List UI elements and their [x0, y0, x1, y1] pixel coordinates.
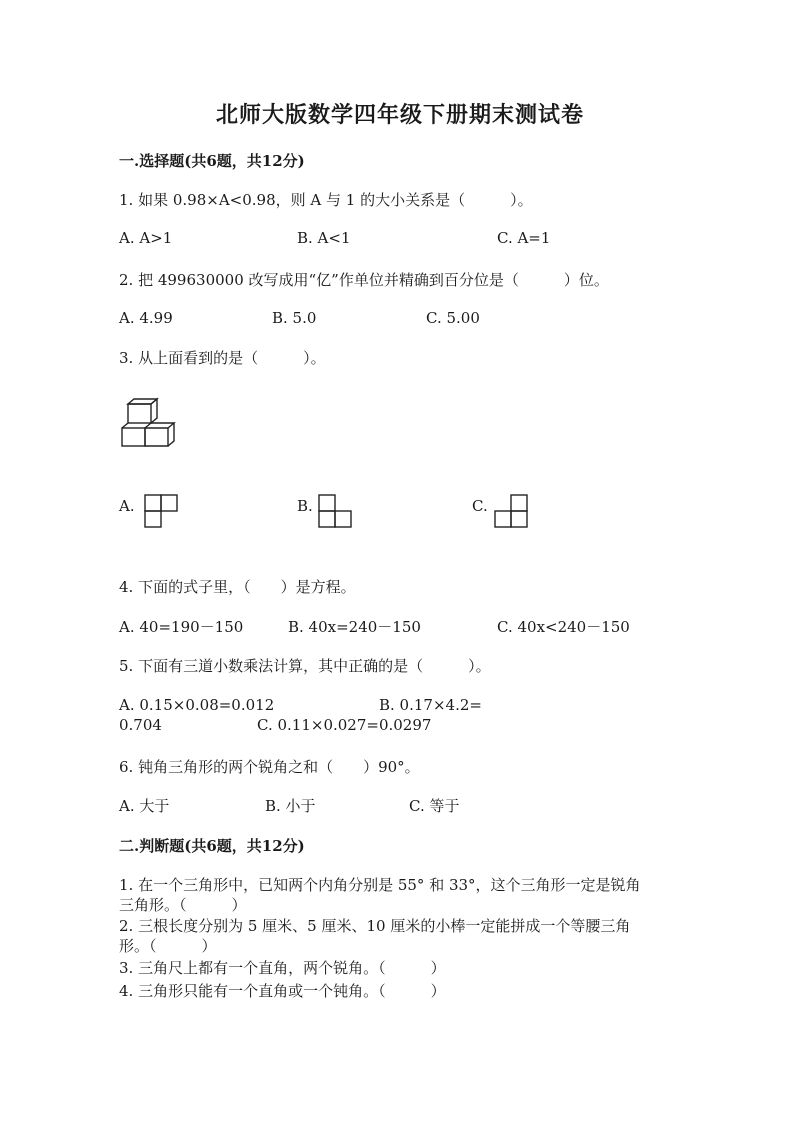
q3-option-b[interactable]: B. — [297, 497, 313, 515]
q2-option-a[interactable]: A. 4.99 — [119, 309, 173, 327]
question-5: 5. 下面有三道小数乘法计算，其中正确的是（ ）。 — [119, 657, 491, 675]
q1-option-c[interactable]: C. A=1 — [497, 229, 551, 247]
q1-option-a[interactable]: A. A>1 — [119, 229, 173, 247]
q6-option-a[interactable]: A. 大于 — [119, 797, 170, 815]
judgement-2-line-2: 形。（ ） — [119, 937, 217, 955]
q6-option-b[interactable]: B. 小于 — [265, 797, 316, 815]
q2-option-c[interactable]: C. 5.00 — [426, 309, 480, 327]
q3-option-c-grid-icon[interactable] — [494, 494, 528, 528]
q1-option-b[interactable]: B. A<1 — [297, 229, 351, 247]
section-heading-choice: 一.选择题(共6题，共12分) — [119, 152, 305, 170]
judgement-1-line-1: 1. 在一个三角形中，已知两个内角分别是 55° 和 33°，这个三角形一定是锐角 — [119, 876, 641, 894]
section-heading-judgement: 二.判断题(共6题，共12分) — [119, 837, 305, 855]
q4-option-c[interactable]: C. 40x<240－150 — [497, 618, 630, 636]
q4-option-a[interactable]: A. 40=190－150 — [119, 618, 244, 636]
cube-stack-figure — [118, 398, 182, 448]
q4-option-b[interactable]: B. 40x=240－150 — [288, 618, 421, 636]
q5-option-b-continued[interactable]: 0.704 — [119, 716, 162, 734]
question-2: 2. 把 499630000 改写成用“亿”作单位并精确到百分位是（ ）位。 — [119, 271, 609, 289]
question-6: 6. 钝角三角形的两个锐角之和（ ）90°。 — [119, 758, 420, 776]
q5-option-b[interactable]: B. 0.17×4.2= — [379, 696, 482, 714]
q2-option-b[interactable]: B. 5.0 — [272, 309, 317, 327]
judgement-2-line-1: 2. 三根长度分别为 5 厘米、5 厘米、10 厘米的小棒一定能拼成一个等腰三角 — [119, 917, 631, 935]
q3-option-c[interactable]: C. — [472, 497, 488, 515]
q6-option-c[interactable]: C. 等于 — [409, 797, 460, 815]
question-1: 1. 如果 0.98×A<0.98，则 A 与 1 的大小关系是（ ）。 — [119, 191, 533, 209]
page-title: 北师大版数学四年级下册期末测试卷 — [215, 102, 584, 128]
q5-option-a[interactable]: A. 0.15×0.08=0.012 — [119, 696, 275, 714]
q3-option-a-grid-icon[interactable] — [144, 494, 178, 528]
judgement-3: 3. 三角尺上都有一个直角，两个锐角。（ ） — [119, 959, 446, 977]
q3-option-a[interactable]: A. — [119, 497, 135, 515]
q3-option-b-grid-icon[interactable] — [318, 494, 352, 528]
question-3: 3. 从上面看到的是（ ）。 — [119, 349, 326, 367]
judgement-4: 4. 三角形只能有一个直角或一个钝角。（ ） — [119, 982, 446, 1000]
question-4: 4. 下面的式子里，（ ）是方程。 — [119, 578, 356, 596]
judgement-1-line-2: 三角形。（ ） — [119, 896, 247, 914]
q5-option-c[interactable]: C. 0.11×0.027=0.0297 — [257, 716, 432, 734]
